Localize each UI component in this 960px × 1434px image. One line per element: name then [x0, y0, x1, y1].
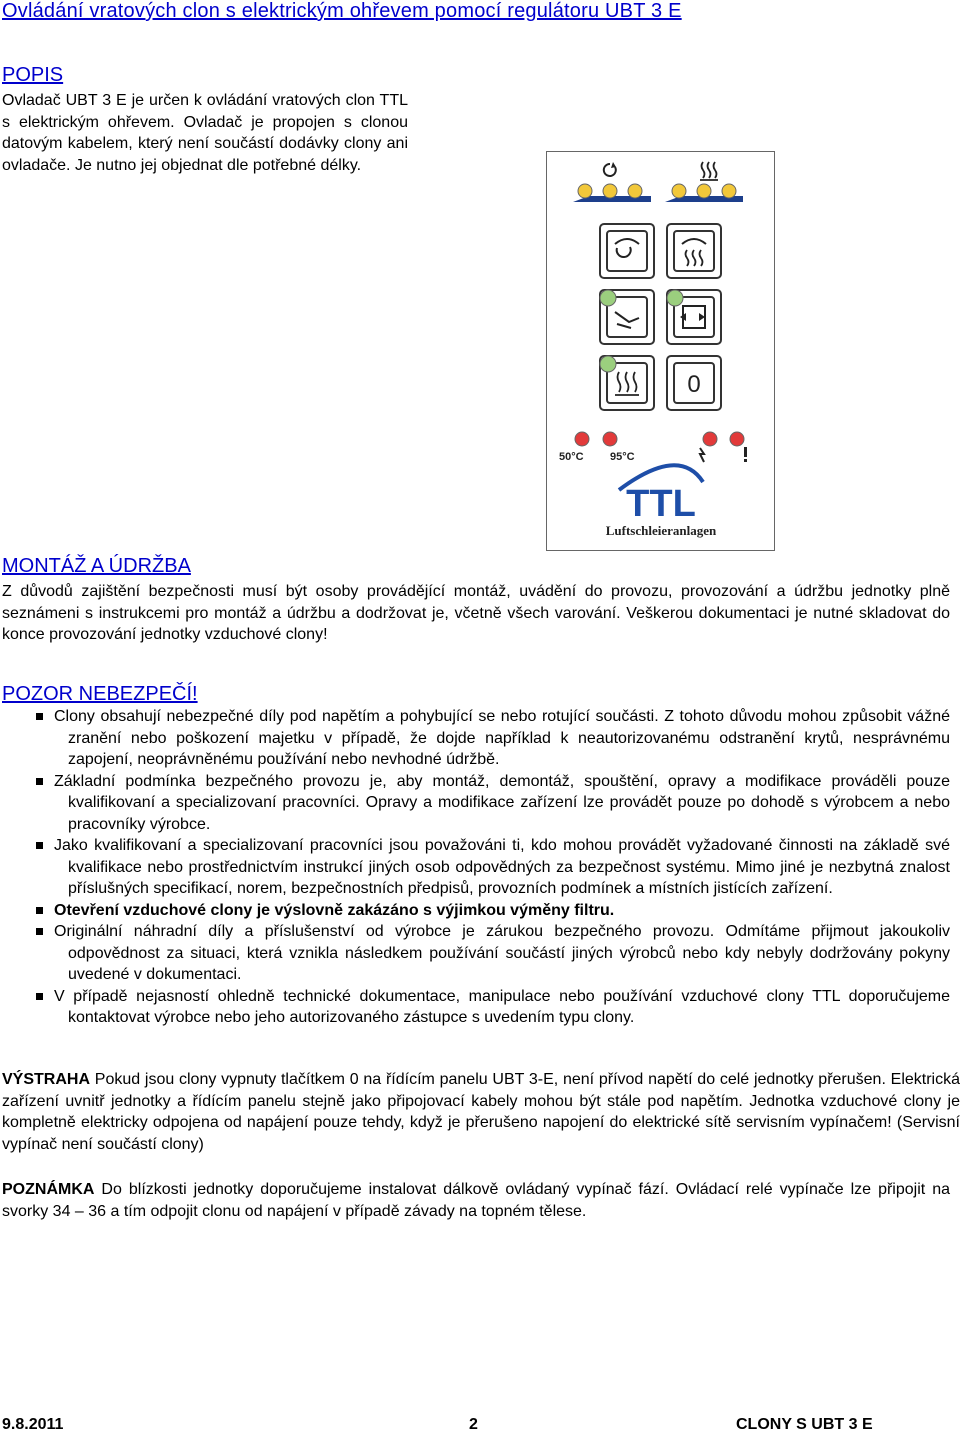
bullet-icon: [36, 842, 43, 849]
bullet-icon: [36, 713, 43, 720]
list-item: Jako kvalifikovaní a specializovaní pracovníci jsou považováni ti, kdo mohou provádět vyžadované činnosti na základě své kvalifikace nebo prostřednictvím instrukcí jiných osob odpovědných za bezpečnost systému. Mimo jiné je nezbytná znalost příslušných specifikací, norem, bezpečnostních předpisů, provozních podmínek a místních jistících zařízení.: [2, 835, 950, 900]
list-item: Otevření vzduchové clony je výslovně zakázáno s výjimkou výměny filtru.: [2, 900, 950, 922]
ttl-logo: [606, 465, 717, 538]
footer-date: 9.8.2011: [2, 1416, 64, 1433]
montaz-heading: MONTÁŽ A ÚDRŽBA: [2, 555, 191, 577]
vystraha-text: Pokud jsou clony vypnuty tlačítkem 0 na řídícím panelu UBT 3-E, není přívod napětí do celé jednotky přerušen. Elektrická zařízení uvnitř jednotky a řídícím panelu stejně jako připojovací kabely mohou být stále pod napětím. Jednotka vzduchové clony je kompletně elektricky odpojena od napájení pouze tehdy, když je přerušeno napojení do elektrické sítě servisním vypínačem! (Servisní vypínač není součástí clony): [2, 1071, 960, 1153]
button-zero-label: 0: [687, 371, 701, 398]
red-leds: [575, 432, 744, 446]
temp-high-label: 95°C: [610, 451, 635, 463]
yellow-leds: [578, 184, 736, 198]
button-manual[interactable]: [600, 290, 654, 344]
popis-heading: POPIS: [2, 64, 64, 86]
poznamka-paragraph: [2, 1179, 950, 1222]
bullet-icon: [36, 907, 43, 914]
vystraha-paragraph: [2, 1069, 960, 1155]
button-heat-mode[interactable]: [667, 224, 721, 278]
warning-icon: [744, 447, 747, 462]
list-item: Originální náhradní díly a příslušenství od výrobce je zárukou bezpečného provozu. Odmítáme přijmout jakoukoliv odpovědnost za situaci, která vznikla následkem používání součástí jiných výrobců nebo kdy nebyly dodržovány pokyny uvedené v dokumentaci.: [2, 921, 950, 986]
button-auto[interactable]: [667, 290, 721, 344]
logo-text: TTL: [626, 483, 696, 525]
power-icon: [700, 448, 704, 462]
page-title: Ovládání vratových clon s elektrickým ohřevem pomocí regulátoru UBT 3 E: [2, 0, 682, 22]
fan-speed-icon: [604, 162, 616, 176]
control-panel-figure: [546, 151, 775, 551]
montaz-text: Z důvodů zajištění bezpečnosti musí být osoby provádějící montáž, uvádění do provozu, provozování a údržbu jednotky plně seznámeni s instrukcemi pro montáž a údržbu a dodržovat je, včetně všech varování. Veškerou dokumentaci je nutné skladovat do konce provozování jednotky vzduchové clony!: [2, 583, 950, 643]
list-item: V případě nejasností ohledně technické dokumentace, manipulace nebo používání vzduchové clony TTL doporučujeme kontaktovat výrobce nebo jeho autorizovaného zástupce s uvedením typu clony.: [2, 986, 950, 1029]
button-zero[interactable]: [667, 356, 721, 410]
bullet-icon: [36, 993, 43, 1000]
vystraha-label: VÝSTRAHA: [2, 1071, 91, 1088]
button-heating[interactable]: [600, 356, 654, 410]
popis-text: Ovladač UBT 3 E je určen k ovládání vratových clon TTL s elektrickým ohřevem. Ovladač je propojen s clonou datovým kabelem, který není součástí dodávky clony ani ovladače. Je nutno jej objednat dle potřebné délky.: [2, 92, 408, 174]
pozor-list: [2, 706, 950, 1029]
button-fan-mode[interactable]: [600, 224, 654, 278]
heating-icon: [700, 162, 718, 180]
list-item: Clony obsahují nebezpečné díly pod napětím a pohybující se nebo rotující součásti. Z tohoto důvodu mohou způsobit vážné zranění nebo poškození majetku v případě, že dojde například k neautorizovanému odstranění krytů, nesprávnému zapojení, neoprávněnému používání nebo nevhodné údržbě.: [2, 706, 950, 771]
brand-text: Luftschleieranlagen: [605, 523, 717, 538]
poznamka-text: Do blízkosti jednotky doporučujeme instalovat dálkově ovládaný vypínač fází. Ovládací relé vypínače lze připojit na svorky 34 – 36 a tím odpojit clonu od napájení v případě závady na topném tělese.: [2, 1181, 950, 1220]
list-item: Základní podmínka bezpečného provozu je, aby montáž, demontáž, spouštění, opravy a modifikace prováděli pouze kvalifikovaní a specializovaní pracovníci. Opravy a modifikace zařízení lze provádět pouze po dohodě s výrobcem a nebo pracovníky výrobce.: [2, 771, 950, 836]
bullet-icon: [36, 928, 43, 935]
poznamka-label: POZNÁMKA: [2, 1181, 95, 1198]
footer-page-number: 2: [469, 1416, 478, 1433]
temp-low-label: 50°C: [559, 451, 584, 463]
footer-doc-title: CLONY S UBT 3 E: [736, 1416, 873, 1433]
pozor-heading: POZOR NEBEZPEČÍ!: [2, 683, 198, 705]
bullet-icon: [36, 778, 43, 785]
